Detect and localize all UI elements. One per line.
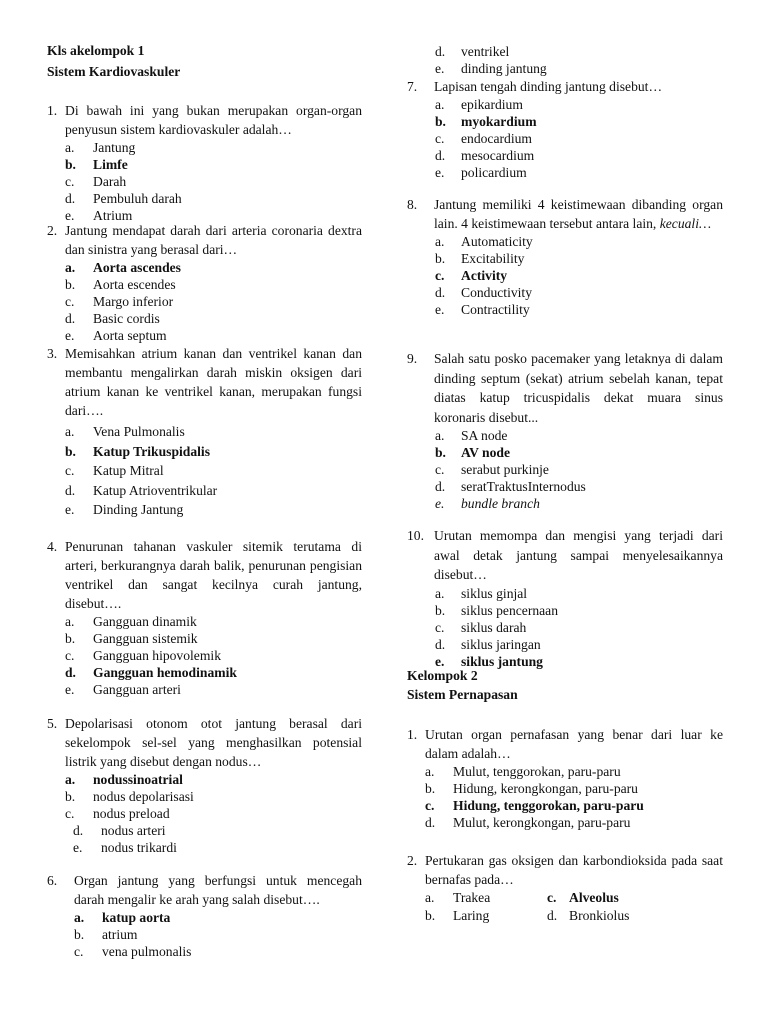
option-c: c. Margo inferior	[65, 294, 174, 309]
option-b: b. Aorta escendes	[65, 277, 176, 292]
section-title: Sistem Kardiovaskuler	[47, 64, 181, 79]
option-e: e. Atrium	[65, 208, 133, 223]
option-a: a. Automaticity	[435, 234, 533, 249]
option-a: a. Trakea	[425, 890, 491, 905]
option-c: c. vena pulmonalis	[74, 944, 192, 959]
option-e: e. policardium	[435, 165, 527, 180]
option-d: d. Conductivity	[435, 285, 532, 300]
option-e-answer: e. siklus jantung	[435, 653, 543, 669]
option-e: e. Gangguan arteri	[65, 682, 181, 697]
option-c-answer: c. Hidung, tenggorokan, paru-paru	[425, 798, 644, 813]
options	[435, 96, 723, 181]
option-b-answer: b. Katup Trikuspidalis	[65, 443, 210, 459]
question-4	[47, 537, 362, 698]
option-e: e. Contractility	[435, 302, 530, 317]
option-a: a. SA node	[435, 428, 508, 443]
option-e: e. nodus trikardi	[73, 840, 177, 855]
question-6-continued	[435, 43, 715, 77]
option-d: d. Mulut, kerongkongan, paru-paru	[425, 815, 631, 830]
question-text: Salah satu posko pacemaker yang letaknya di dalam dinding septum (sekat) atrium sebelah kanan, tepat diatas katup tricuspidalis dekat muara sinus koronaris disebut...	[434, 351, 723, 425]
option-c: c. Katup Mitral	[65, 463, 164, 478]
question-text: Di bawah ini yang bukan merupakan organ-organ penyusun sistem kardiovaskuler adalah…	[65, 103, 362, 137]
question-number: 1.	[47, 103, 58, 118]
question-number: 6.	[47, 873, 58, 888]
question-6	[47, 871, 362, 960]
question-9	[407, 349, 723, 512]
option-b: b. Hidung, kerongkongan, paru-paru	[425, 781, 638, 796]
question-1	[47, 101, 362, 224]
question-number: 8.	[407, 197, 418, 212]
question-8	[407, 195, 723, 318]
question-text-emphasis: kecuali…	[659, 216, 712, 231]
options	[65, 259, 362, 344]
option-e: e. Dinding Jantung	[65, 502, 184, 517]
option-d: d. seratTraktusInternodus	[435, 479, 586, 494]
question-number: 5.	[47, 716, 58, 731]
section-title: Sistem Pernapasan	[407, 687, 518, 702]
option-c: c. endocardium	[435, 131, 532, 146]
option-b: b. Laring	[425, 908, 490, 923]
question-text: Jantung mendapat darah dari arteria coronaria dextra dan sinistra yang berasal dari…	[65, 223, 362, 257]
question-text: Urutan organ pernafasan yang benar dari luar ke dalam adalah…	[425, 727, 723, 761]
option-c-answer: c. Activity	[435, 268, 508, 283]
option-b-answer: b. AV node	[435, 445, 510, 460]
option-d: d. Katup Atrioventrikular	[65, 482, 218, 498]
option-c: c. siklus darah	[435, 619, 527, 635]
group-title: Kelompok 2	[407, 668, 478, 683]
question-number: 3.	[47, 346, 58, 361]
option-c: c. Darah	[65, 174, 127, 189]
question-text: Penurunan tahanan vaskuler sitemik terutama di arteri, berkurangnya darah balik, penurunan pengisian ventrikel dan sangat kecilnya curah jantung, disebut….	[65, 539, 362, 611]
option-b: b. nodus depolarisasi	[65, 789, 194, 804]
option-b: b. Gangguan sistemik	[65, 631, 198, 646]
question-number: 2.	[407, 853, 418, 868]
question-10	[407, 526, 723, 670]
options	[425, 763, 723, 831]
question-text: Pertukaran gas oksigen dan karbondioksida pada saat bernafas pada…	[425, 853, 723, 887]
question-text: Depolarisasi otonom otot jantung berasal dari sekelompok sel-sel yang menghasilkan potensial listrik yang disebut dengan nodus…	[65, 716, 362, 769]
option-d-answer: d. Gangguan hemodinamik	[65, 665, 237, 680]
group-title: Kls akelompok 1	[47, 43, 145, 58]
option-a-answer: a. katup aorta	[74, 910, 171, 925]
option-a-answer: a. nodussinoatrial	[65, 772, 183, 787]
question-text: Urutan memompa dan mengisi yang terjadi dari awal detak jantung sampai menyelesaikannya disebut…	[434, 528, 723, 582]
option-e: e. dinding jantung	[435, 61, 547, 76]
question-number: 2.	[47, 223, 58, 238]
option-a: a. Jantung	[65, 140, 136, 155]
question-text: Lapisan tengah dinding jantung disebut…	[434, 79, 663, 94]
question-number: 9.	[407, 351, 418, 366]
option-a: a. Mulut, tenggorokan, paru-paru	[425, 764, 621, 779]
options	[435, 427, 723, 512]
option-a: a. Gangguan dinamik	[65, 614, 197, 629]
option-a-answer: a. Aorta ascendes	[65, 260, 181, 275]
k2-question-1	[407, 725, 723, 831]
k2-question-2	[407, 851, 723, 929]
option-c-answer: c. Alveolus	[547, 890, 619, 905]
option-d: d. siklus jaringan	[435, 636, 541, 652]
question-number: 4.	[47, 539, 58, 554]
question-number: 1.	[407, 727, 418, 742]
question-5	[47, 714, 362, 856]
question-2	[47, 221, 362, 344]
option-b-answer: b. myokardium	[435, 114, 537, 129]
options	[425, 889, 723, 929]
option-a: a. epikardium	[435, 97, 523, 112]
question-3	[47, 344, 362, 520]
options	[435, 233, 723, 318]
question-number: 7.	[407, 79, 418, 94]
option-d: d. ventrikel	[435, 44, 510, 59]
option-c: c. serabut purkinje	[435, 462, 549, 477]
option-a: a. Vena Pulmonalis	[65, 424, 185, 439]
options	[435, 585, 723, 670]
option-b: b. atrium	[74, 927, 138, 942]
option-e: e. bundle branch	[435, 496, 540, 511]
option-b: b. Excitability	[435, 251, 525, 266]
option-c: c. Gangguan hipovolemik	[65, 648, 221, 663]
option-a: a. siklus ginjal	[435, 585, 528, 601]
options	[65, 613, 362, 698]
option-d: d. Basic cordis	[65, 311, 160, 326]
option-d: d. Bronkiolus	[547, 908, 630, 923]
question-7	[407, 77, 723, 181]
option-e: e. Aorta septum	[65, 328, 167, 343]
option-c: c. nodus preload	[65, 806, 170, 821]
option-d: d. Pembuluh darah	[65, 191, 182, 206]
question-text: Memisahkan atrium kanan dan ventrikel kanan dan membantu mengalirkan darah miskin oksigen dari atrium kanan ke ventrikel kanan, merupakan fungsi dari….	[65, 346, 362, 418]
options	[74, 909, 362, 960]
option-b-answer: b. Limfe	[65, 157, 128, 172]
question-text: Jantung memiliki 4 keistimewaan dibanding organ lain. 4 keistimewaan tersebut antara lain,	[434, 197, 723, 231]
option-d: d. nodus arteri	[73, 823, 166, 838]
options	[65, 139, 362, 224]
option-d: d. mesocardium	[435, 148, 535, 163]
option-b: b. siklus pencernaan	[435, 602, 559, 618]
question-number: 10.	[407, 528, 424, 543]
options	[65, 771, 362, 856]
options	[65, 422, 362, 520]
question-text: Organ jantung yang berfungsi untuk mencegah darah mengalir ke arah yang salah disebut….	[74, 873, 362, 907]
